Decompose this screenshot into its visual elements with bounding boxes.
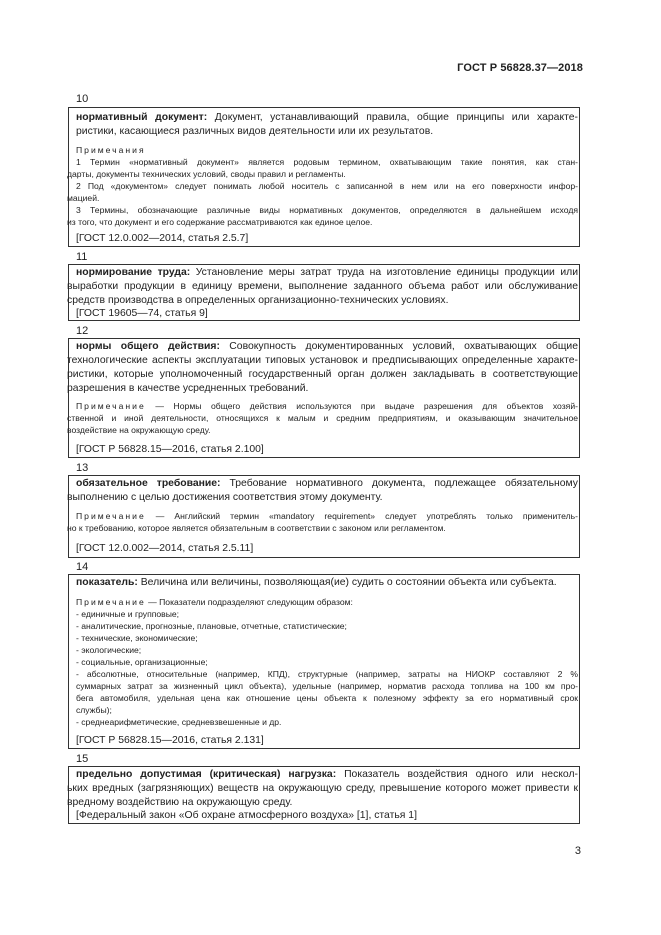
note-line: - технические, экономические;: [76, 633, 198, 643]
source-reference: [ГОСТ 19605—74, статья 9]: [76, 308, 208, 319]
definition-line: разрешения в качестве усредненных требований.: [67, 383, 309, 394]
source-reference: [ГОСТ Р 56828.15—2016, статья 2.131]: [76, 735, 264, 746]
document-header: ГОСТ Р 56828.37—2018: [457, 62, 583, 74]
note-line: Примечание — Нормы общего действия используются при выдаче разрешения для объектов хозяй-: [76, 401, 578, 411]
note-line: - социальные, организационные;: [76, 657, 208, 667]
term: нормативный документ:: [76, 112, 208, 123]
source-reference: [ГОСТ 12.0.002—2014, статья 2.5.7]: [76, 233, 249, 244]
note-heading: Примечания: [76, 145, 146, 155]
definition-line: выполнению с целью достижения соответствия этому документу.: [67, 492, 383, 503]
note-line: Примечание — Показатели подразделяют следующим образом:: [76, 597, 353, 607]
note-line: ственной и иной деятельности, относящихся к малым и средним предприятиям, и оказывающим значительное: [67, 413, 578, 423]
definition-line: ьких вредных (загрязняющих) веществ на окружающую среду, превышение которого может привести к: [67, 783, 578, 794]
definition-line: вредному воздействию на окружающую среду.: [67, 797, 293, 808]
definition-line: технологические аспекты эксплуатации типовых установок и предписывающих определенные характе-: [67, 355, 578, 366]
definition-line: предельно допустимая (критическая) нагрузка: Показатель воздействия одного или нескол-: [76, 769, 578, 780]
note-line: 2 Под «документом» следует понимать любой носитель с записанной в нем или на его поверхности инфор-: [76, 181, 578, 191]
note-line: службы);: [76, 705, 112, 715]
page-number: 3: [574, 845, 581, 857]
note-line: - экологические;: [76, 645, 142, 655]
note-line: мацией.: [67, 193, 100, 203]
definition-line: показатель: Величина или величины, позволяющая(ие) судить о состоянии объекта или субъекта.: [76, 577, 557, 588]
term: обязательное требование:: [76, 478, 221, 489]
term: показатель:: [76, 577, 138, 588]
note-line: - абсолютные, относительные (например, КПД), структурные (например, затраты на НИОКР составляют 2 %: [76, 669, 578, 679]
note-line: из того, что документ и его содержание рассматриваются как единое целое.: [67, 217, 373, 227]
source-reference: [Федеральный закон «Об охране атмосферного воздуха» [1], статья 1]: [76, 810, 417, 821]
term: нормы общего действия:: [76, 341, 220, 352]
definition-line: нормативный документ: Документ, устанавливающий правила, общие принципы или характе-: [76, 112, 579, 123]
definition-line: обязательное требование: Требование нормативного документа, подлежащее обязательному: [76, 478, 578, 489]
definition-line: нормы общего действия: Совокупность документированных условий, охватывающих общие: [76, 341, 578, 352]
note-line: 3 Термины, обозначающие различные виды нормативных документов, определяются в дальнейшем исходя: [76, 205, 578, 215]
note-line: бега автомобиля, удельная цена как отношение цены объекта к полезному эффекту за его нормативный срок: [76, 693, 578, 703]
entry-number: 10: [76, 93, 89, 105]
source-reference: [ГОСТ 12.0.002—2014, статья 2.5.11]: [76, 543, 254, 554]
note-line: - среднеарифметические, средневзвешенные и др.: [76, 717, 282, 727]
definition-line: ристики, касающиеся различных видов деятельности или их результатов.: [76, 126, 434, 137]
note-line: воздействие на окружающую среду.: [67, 425, 211, 435]
note-heading: Примечание: [76, 401, 146, 411]
note-line: 1 Термин «нормативный документ» является родовым термином, охватывающим такие понятия, как стан-: [76, 157, 578, 167]
entry-number: 11: [76, 251, 88, 263]
note-heading: Примечание: [76, 597, 146, 607]
definition-line: выработки продукции в единицу времени, выполнение заданного объема работ или обслуживание: [67, 281, 578, 292]
definition-line: средств производства в определенных организационно-технических условиях.: [67, 295, 449, 306]
note-line: суммарных затрат за жизненный цикл объекта), удельные (например, норматив расхода топлива на 100 км про-: [76, 681, 578, 691]
entry-number: 12: [76, 325, 89, 337]
entry-number: 13: [76, 462, 89, 474]
entry-number: 14: [76, 561, 89, 573]
definition-line: ристики, которые уполномоченный государственный орган должен закладывать в соответствующие: [67, 369, 578, 380]
note-line: Примечание — Английский термин «mandatory requirement» следует употреблять только применитель-: [76, 511, 578, 521]
note-line: дарты, документы технических условий, своды правил и регламенты.: [67, 169, 346, 179]
note-heading: Примечание: [76, 511, 146, 521]
term: предельно допустимая (критическая) нагрузка:: [76, 769, 337, 780]
term: нормирование труда:: [76, 267, 191, 278]
definition-line: нормирование труда: Установление меры затрат труда на изготовление единицы продукции или: [76, 267, 578, 278]
source-reference: [ГОСТ Р 56828.15—2016, статья 2.100]: [76, 444, 264, 455]
note-line: - аналитические, прогнозные, плановые, отчетные, статистические;: [76, 621, 347, 631]
note-line: но к требованию, которое является обязательным в соответствии с законом или регламентом.: [67, 523, 446, 533]
note-line: - единичные и групповые;: [76, 609, 180, 619]
entry-number: 15: [76, 753, 89, 765]
